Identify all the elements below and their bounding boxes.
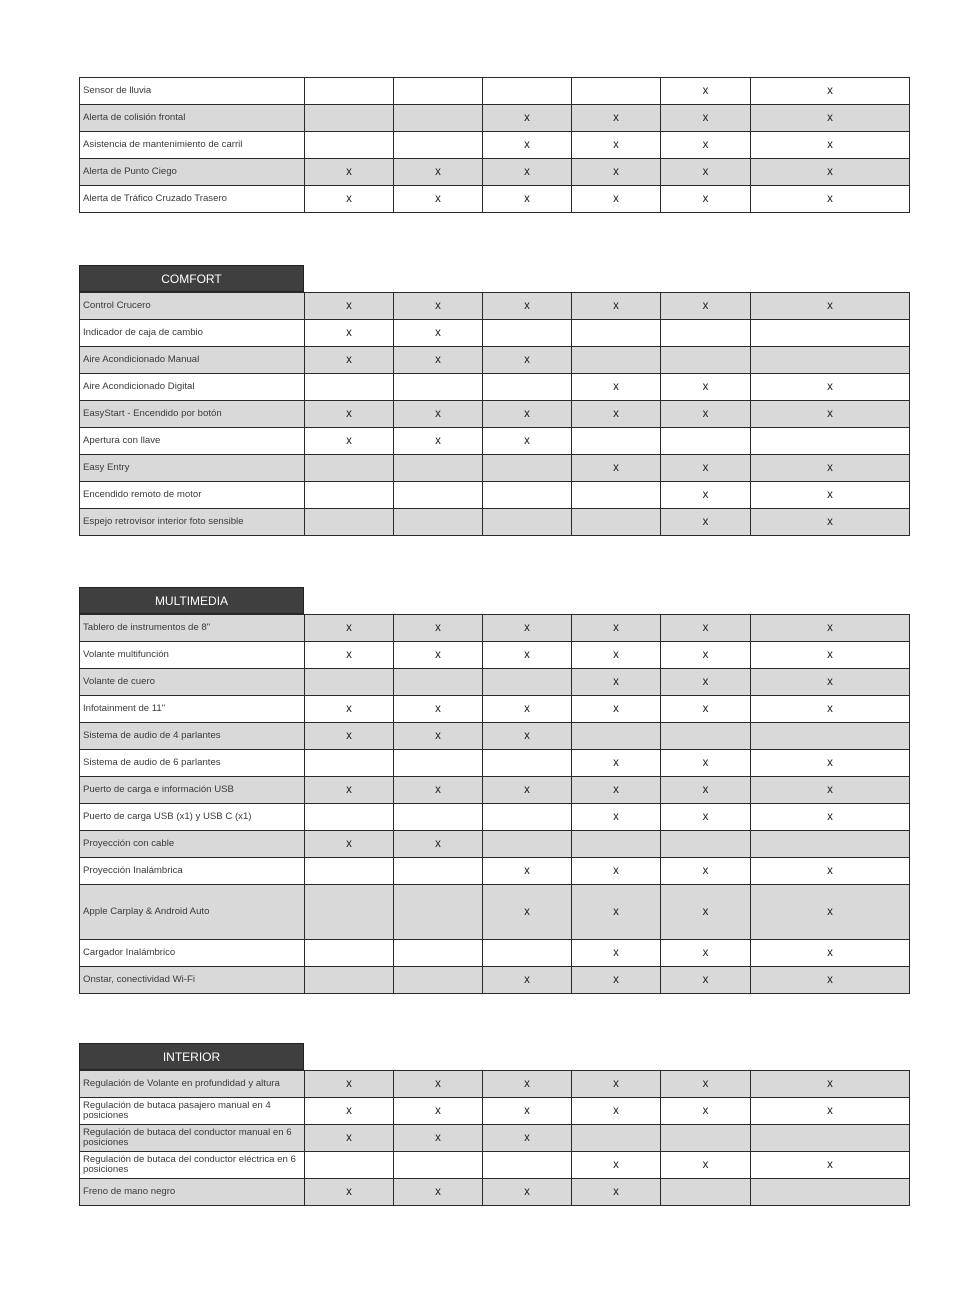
feature-label: Control Crucero: [80, 293, 305, 320]
feature-mark: x: [305, 1125, 394, 1152]
feature-mark: x: [751, 455, 910, 482]
feature-mark: x: [661, 696, 751, 723]
feature-mark: x: [305, 615, 394, 642]
feature-mark: x: [661, 669, 751, 696]
feature-mark: x: [572, 401, 661, 428]
empty-cell: [394, 804, 483, 831]
feature-mark: x: [661, 804, 751, 831]
empty-cell: [661, 428, 751, 455]
feature-mark: x: [751, 374, 910, 401]
empty-cell: [394, 374, 483, 401]
empty-cell: [483, 750, 572, 777]
feature-label: Proyección con cable: [80, 831, 305, 858]
feature-label: Onstar, conectividad Wi-Fi: [80, 967, 305, 994]
feature-mark: x: [394, 831, 483, 858]
empty-cell: [394, 482, 483, 509]
empty-cell: [305, 132, 394, 159]
feature-mark: x: [751, 78, 910, 105]
empty-cell: [483, 482, 572, 509]
feature-mark: x: [751, 777, 910, 804]
feature-mark: x: [751, 642, 910, 669]
feature-mark: x: [572, 132, 661, 159]
table-row: [80, 669, 910, 696]
feature-mark: x: [305, 723, 394, 750]
feature-mark: x: [751, 293, 910, 320]
feature-mark: x: [394, 777, 483, 804]
table-row: [80, 186, 910, 213]
empty-cell: [305, 669, 394, 696]
feature-mark: x: [751, 615, 910, 642]
empty-cell: [572, 831, 661, 858]
feature-label: Sistema de audio de 4 parlantes: [80, 723, 305, 750]
feature-mark: x: [394, 1125, 483, 1152]
feature-mark: x: [661, 482, 751, 509]
table-row: [80, 509, 910, 536]
feature-mark: x: [751, 696, 910, 723]
feature-mark: x: [751, 804, 910, 831]
feature-mark: x: [572, 1152, 661, 1179]
feature-mark: x: [572, 455, 661, 482]
feature-mark: x: [572, 858, 661, 885]
feature-mark: x: [572, 1098, 661, 1125]
table-row: [80, 428, 910, 455]
feature-mark: x: [572, 940, 661, 967]
empty-cell: [483, 78, 572, 105]
feature-mark: x: [751, 858, 910, 885]
feature-mark: x: [305, 293, 394, 320]
feature-mark: x: [483, 696, 572, 723]
empty-cell: [572, 509, 661, 536]
empty-cell: [751, 428, 910, 455]
feature-mark: x: [394, 293, 483, 320]
empty-cell: [483, 804, 572, 831]
empty-cell: [751, 320, 910, 347]
feature-label: Freno de mano negro: [80, 1179, 305, 1206]
empty-cell: [394, 455, 483, 482]
feature-mark: x: [572, 669, 661, 696]
empty-cell: [661, 831, 751, 858]
feature-mark: x: [305, 401, 394, 428]
empty-cell: [572, 320, 661, 347]
empty-cell: [305, 509, 394, 536]
empty-cell: [751, 723, 910, 750]
feature-mark: x: [572, 293, 661, 320]
feature-mark: x: [394, 320, 483, 347]
feature-label: Sensor de lluvia: [80, 78, 305, 105]
feature-label: Espejo retrovisor interior foto sensible: [80, 509, 305, 536]
feature-mark: x: [751, 669, 910, 696]
empty-cell: [661, 320, 751, 347]
feature-mark: x: [483, 186, 572, 213]
feature-mark: x: [305, 1179, 394, 1206]
empty-cell: [305, 1152, 394, 1179]
feature-label: Apertura con llave: [80, 428, 305, 455]
empty-cell: [305, 482, 394, 509]
feature-mark: x: [661, 293, 751, 320]
section-header-multimedia: MULTIMEDIA: [79, 587, 304, 614]
feature-mark: x: [483, 159, 572, 186]
empty-cell: [394, 669, 483, 696]
table-row: [80, 642, 910, 669]
empty-cell: [661, 723, 751, 750]
feature-mark: x: [751, 159, 910, 186]
table-row: [80, 777, 910, 804]
feature-mark: x: [394, 1098, 483, 1125]
empty-cell: [483, 669, 572, 696]
feature-label: Encendido remoto de motor: [80, 482, 305, 509]
feature-mark: x: [483, 105, 572, 132]
table-row: [80, 132, 910, 159]
feature-label: Infotainment de 11": [80, 696, 305, 723]
feature-mark: x: [394, 696, 483, 723]
feature-mark: x: [572, 967, 661, 994]
feature-label: Puerto de carga e información USB: [80, 777, 305, 804]
feature-mark: x: [661, 615, 751, 642]
empty-cell: [394, 940, 483, 967]
feature-mark: x: [661, 1098, 751, 1125]
empty-cell: [394, 1152, 483, 1179]
table-row: [80, 293, 910, 320]
empty-cell: [305, 455, 394, 482]
empty-cell: [483, 1152, 572, 1179]
feature-mark: x: [394, 723, 483, 750]
empty-cell: [305, 967, 394, 994]
empty-cell: [572, 723, 661, 750]
empty-cell: [661, 347, 751, 374]
feature-mark: x: [572, 804, 661, 831]
feature-mark: x: [661, 750, 751, 777]
feature-mark: x: [483, 1098, 572, 1125]
feature-mark: x: [394, 186, 483, 213]
feature-mark: x: [572, 374, 661, 401]
feature-table-safety: [79, 77, 910, 213]
feature-label: Sistema de audio de 6 parlantes: [80, 750, 305, 777]
feature-label: EasyStart - Encendido por botón: [80, 401, 305, 428]
feature-mark: x: [483, 723, 572, 750]
table-row: [80, 455, 910, 482]
table-row: [80, 750, 910, 777]
feature-mark: x: [394, 1071, 483, 1098]
empty-cell: [572, 347, 661, 374]
feature-mark: x: [572, 159, 661, 186]
feature-label: Indicador de caja de cambio: [80, 320, 305, 347]
empty-cell: [305, 750, 394, 777]
empty-cell: [751, 1125, 910, 1152]
feature-mark: x: [394, 1179, 483, 1206]
feature-mark: x: [661, 78, 751, 105]
feature-label: Apple Carplay & Android Auto: [80, 885, 305, 940]
feature-mark: x: [483, 615, 572, 642]
empty-cell: [394, 750, 483, 777]
feature-label: Proyección Inalámbrica: [80, 858, 305, 885]
table-row: [80, 320, 910, 347]
feature-mark: x: [483, 347, 572, 374]
feature-mark: x: [661, 186, 751, 213]
empty-cell: [661, 1179, 751, 1206]
empty-cell: [394, 967, 483, 994]
empty-cell: [483, 374, 572, 401]
feature-mark: x: [572, 750, 661, 777]
empty-cell: [572, 78, 661, 105]
feature-label: Aire Acondicionado Digital: [80, 374, 305, 401]
empty-cell: [305, 804, 394, 831]
feature-mark: x: [483, 967, 572, 994]
feature-mark: x: [305, 347, 394, 374]
feature-label: Volante multifunción: [80, 642, 305, 669]
feature-mark: x: [572, 1179, 661, 1206]
feature-label: Puerto de carga USB (x1) y USB C (x1): [80, 804, 305, 831]
feature-mark: x: [483, 132, 572, 159]
empty-cell: [394, 509, 483, 536]
feature-mark: x: [661, 777, 751, 804]
feature-label: Aire Acondicionado Manual: [80, 347, 305, 374]
table-row: [80, 482, 910, 509]
empty-cell: [572, 428, 661, 455]
feature-mark: x: [394, 615, 483, 642]
feature-mark: x: [394, 428, 483, 455]
feature-mark: x: [305, 1098, 394, 1125]
feature-label: Regulación de butaca del conductor manual en 6 posiciones: [80, 1125, 305, 1152]
empty-cell: [305, 885, 394, 940]
table-row: [80, 347, 910, 374]
empty-cell: [305, 858, 394, 885]
feature-mark: x: [751, 105, 910, 132]
empty-cell: [751, 347, 910, 374]
feature-mark: x: [661, 455, 751, 482]
feature-mark: x: [661, 159, 751, 186]
feature-mark: x: [483, 1071, 572, 1098]
table-row: [80, 1125, 910, 1152]
feature-table-comfort: [79, 292, 910, 536]
feature-mark: x: [572, 777, 661, 804]
table-row: [80, 374, 910, 401]
feature-mark: x: [483, 885, 572, 940]
table-row: [80, 1152, 910, 1179]
feature-label: Regulación de Volante en profundidad y altura: [80, 1071, 305, 1098]
empty-cell: [483, 940, 572, 967]
table-row: [80, 940, 910, 967]
empty-cell: [572, 1125, 661, 1152]
feature-label: Volante de cuero: [80, 669, 305, 696]
feature-mark: x: [483, 642, 572, 669]
feature-mark: x: [661, 940, 751, 967]
empty-cell: [572, 482, 661, 509]
empty-cell: [483, 320, 572, 347]
feature-label: Alerta de colisión frontal: [80, 105, 305, 132]
table-row: [80, 401, 910, 428]
feature-mark: x: [661, 885, 751, 940]
feature-mark: x: [572, 885, 661, 940]
feature-label: Alerta de Punto Ciego: [80, 159, 305, 186]
feature-mark: x: [572, 696, 661, 723]
feature-label: Easy Entry: [80, 455, 305, 482]
feature-table-interior: [79, 1070, 910, 1206]
feature-mark: x: [483, 1179, 572, 1206]
table-row: [80, 967, 910, 994]
feature-mark: x: [661, 401, 751, 428]
feature-mark: x: [751, 940, 910, 967]
table-row: [80, 615, 910, 642]
table-row: [80, 1179, 910, 1206]
empty-cell: [394, 858, 483, 885]
feature-mark: x: [483, 858, 572, 885]
feature-mark: x: [751, 186, 910, 213]
empty-cell: [394, 105, 483, 132]
table-row: [80, 78, 910, 105]
feature-table-multimedia: [79, 614, 910, 994]
feature-mark: x: [661, 1152, 751, 1179]
feature-label: Regulación de butaca pasajero manual en 4 posiciones: [80, 1098, 305, 1125]
feature-mark: x: [483, 293, 572, 320]
feature-mark: x: [572, 642, 661, 669]
feature-mark: x: [305, 320, 394, 347]
empty-cell: [305, 940, 394, 967]
empty-cell: [394, 885, 483, 940]
feature-mark: x: [751, 509, 910, 536]
feature-mark: x: [305, 642, 394, 669]
feature-mark: x: [661, 967, 751, 994]
empty-cell: [483, 831, 572, 858]
feature-label: Regulación de butaca del conductor eléctrica en 6 posiciones: [80, 1152, 305, 1179]
table-row: [80, 696, 910, 723]
feature-mark: x: [751, 132, 910, 159]
table-row: [80, 1098, 910, 1125]
feature-mark: x: [305, 696, 394, 723]
section-header-interior: INTERIOR: [79, 1043, 304, 1070]
feature-mark: x: [751, 401, 910, 428]
feature-mark: x: [394, 401, 483, 428]
empty-cell: [483, 509, 572, 536]
feature-mark: x: [305, 159, 394, 186]
feature-label: Asistencia de mantenimiento de carril: [80, 132, 305, 159]
feature-mark: x: [751, 750, 910, 777]
table-row: [80, 1071, 910, 1098]
empty-cell: [305, 105, 394, 132]
feature-mark: x: [394, 159, 483, 186]
table-row: [80, 885, 910, 940]
empty-cell: [751, 1179, 910, 1206]
feature-mark: x: [661, 105, 751, 132]
feature-mark: x: [751, 1071, 910, 1098]
empty-cell: [305, 78, 394, 105]
feature-mark: x: [572, 105, 661, 132]
feature-label: Alerta de Tráfico Cruzado Trasero: [80, 186, 305, 213]
feature-label: Tablero de instrumentos de 8": [80, 615, 305, 642]
feature-mark: x: [661, 509, 751, 536]
feature-mark: x: [305, 777, 394, 804]
table-row: [80, 105, 910, 132]
section-header-comfort: COMFORT: [79, 265, 304, 292]
empty-cell: [394, 132, 483, 159]
table-row: [80, 831, 910, 858]
feature-mark: x: [305, 1071, 394, 1098]
feature-mark: x: [661, 374, 751, 401]
feature-mark: x: [751, 885, 910, 940]
feature-mark: x: [661, 858, 751, 885]
feature-mark: x: [305, 428, 394, 455]
empty-cell: [305, 374, 394, 401]
feature-mark: x: [305, 831, 394, 858]
feature-mark: x: [661, 132, 751, 159]
feature-mark: x: [661, 642, 751, 669]
feature-mark: x: [751, 967, 910, 994]
empty-cell: [483, 455, 572, 482]
table-row: [80, 723, 910, 750]
feature-mark: x: [483, 1125, 572, 1152]
feature-mark: x: [572, 186, 661, 213]
feature-mark: x: [572, 615, 661, 642]
feature-mark: x: [483, 777, 572, 804]
feature-mark: x: [751, 1152, 910, 1179]
empty-cell: [751, 831, 910, 858]
feature-mark: x: [751, 1098, 910, 1125]
feature-mark: x: [394, 642, 483, 669]
table-row: [80, 159, 910, 186]
feature-mark: x: [751, 482, 910, 509]
feature-mark: x: [572, 1071, 661, 1098]
table-row: [80, 804, 910, 831]
feature-mark: x: [483, 428, 572, 455]
feature-mark: x: [483, 401, 572, 428]
feature-mark: x: [394, 347, 483, 374]
empty-cell: [661, 1125, 751, 1152]
feature-mark: x: [661, 1071, 751, 1098]
empty-cell: [394, 78, 483, 105]
table-row: [80, 858, 910, 885]
feature-label: Cargador Inalámbrico: [80, 940, 305, 967]
feature-mark: x: [305, 186, 394, 213]
